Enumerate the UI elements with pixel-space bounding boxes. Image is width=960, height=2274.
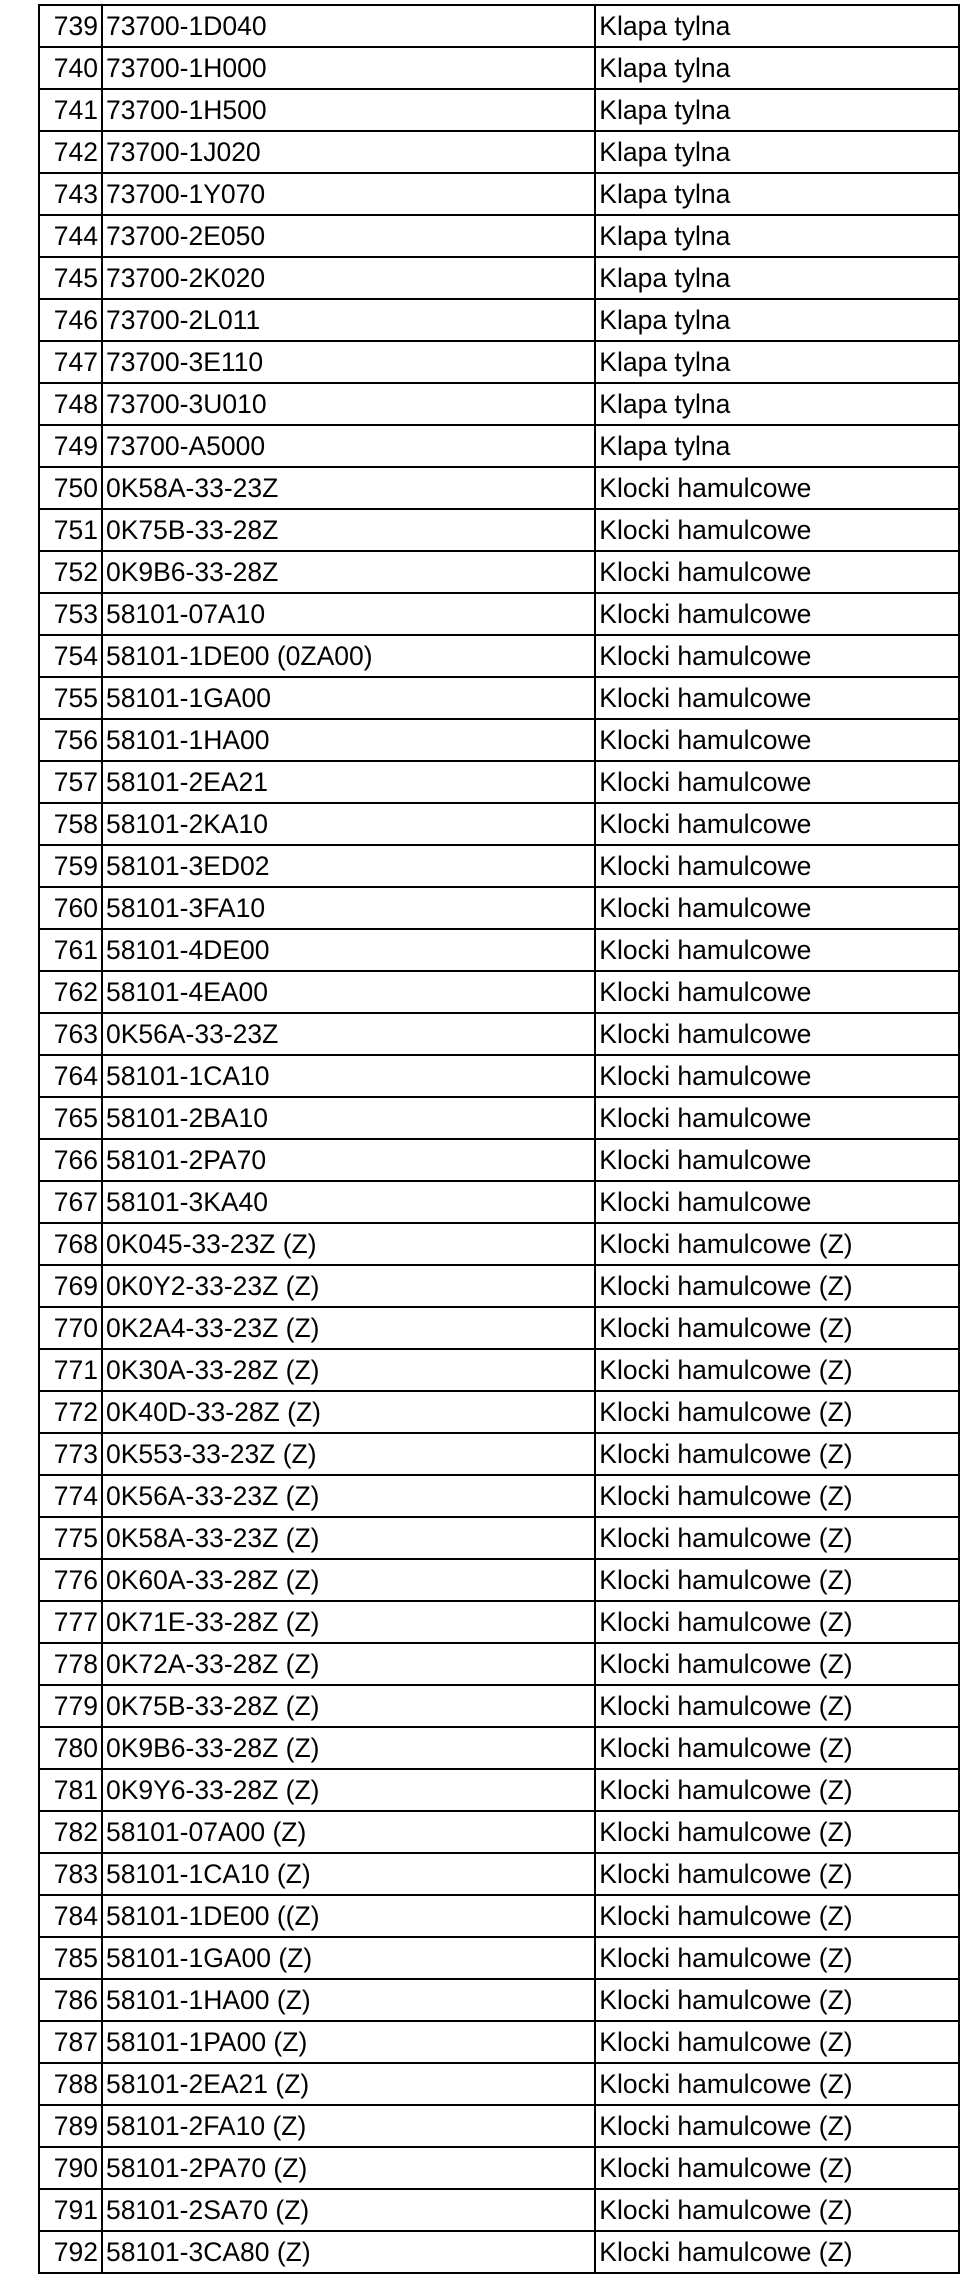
part-name-cell: Klocki hamulcowe <box>595 719 959 761</box>
row-number-cell: 760 <box>39 887 102 929</box>
part-code-cell: 58101-07A10 <box>102 593 595 635</box>
part-name-cell: Klapa tylna <box>595 5 959 47</box>
row-number-cell: 786 <box>39 1979 102 2021</box>
part-code-cell: 58101-3CA80 (Z) <box>102 2231 595 2273</box>
part-name-cell: Klocki hamulcowe <box>595 971 959 1013</box>
table-row <box>39 803 959 845</box>
part-name-cell: Klocki hamulcowe <box>595 551 959 593</box>
table-row <box>39 1853 959 1895</box>
table-row <box>39 425 959 467</box>
table-row <box>39 2021 959 2063</box>
part-name-cell: Klocki hamulcowe <box>595 761 959 803</box>
row-number-cell: 777 <box>39 1601 102 1643</box>
part-code-cell: 0K58A-33-23Z <box>102 467 595 509</box>
part-name-cell: Klocki hamulcowe (Z) <box>595 1811 959 1853</box>
part-code-cell: 73700-1H000 <box>102 47 595 89</box>
part-code-cell: 73700-2E050 <box>102 215 595 257</box>
row-number-cell: 757 <box>39 761 102 803</box>
part-code-cell: 0K045-33-23Z (Z) <box>102 1223 595 1265</box>
part-code-cell: 0K56A-33-23Z (Z) <box>102 1475 595 1517</box>
part-code-cell: 0K75B-33-28Z (Z) <box>102 1685 595 1727</box>
part-code-cell: 58101-07A00 (Z) <box>102 1811 595 1853</box>
part-name-cell: Klocki hamulcowe (Z) <box>595 1727 959 1769</box>
table-row <box>39 1307 959 1349</box>
part-name-cell: Klocki hamulcowe <box>595 1139 959 1181</box>
table-row <box>39 551 959 593</box>
part-name-cell: Klocki hamulcowe (Z) <box>595 1223 959 1265</box>
part-code-cell: 73700-1J020 <box>102 131 595 173</box>
table-row <box>39 89 959 131</box>
part-code-cell: 58101-2KA10 <box>102 803 595 845</box>
table-row <box>39 593 959 635</box>
part-name-cell: Klocki hamulcowe <box>595 1013 959 1055</box>
part-code-cell: 58101-1GA00 <box>102 677 595 719</box>
part-name-cell: Klapa tylna <box>595 173 959 215</box>
table-row <box>39 2105 959 2147</box>
row-number-cell: 776 <box>39 1559 102 1601</box>
table-row <box>39 2231 959 2273</box>
row-number-cell: 787 <box>39 2021 102 2063</box>
part-code-cell: 58101-3ED02 <box>102 845 595 887</box>
part-name-cell: Klocki hamulcowe (Z) <box>595 1391 959 1433</box>
part-code-cell: 58101-2BA10 <box>102 1097 595 1139</box>
part-name-cell: Klapa tylna <box>595 425 959 467</box>
table-row <box>39 1475 959 1517</box>
parts-table-body <box>39 5 959 2273</box>
table-row <box>39 1727 959 1769</box>
table-row <box>39 2063 959 2105</box>
part-code-cell: 58101-4EA00 <box>102 971 595 1013</box>
part-code-cell: 58101-2PA70 (Z) <box>102 2147 595 2189</box>
table-row <box>39 1559 959 1601</box>
table-row <box>39 1979 959 2021</box>
row-number-cell: 743 <box>39 173 102 215</box>
row-number-cell: 744 <box>39 215 102 257</box>
part-code-cell: 73700-1D040 <box>102 5 595 47</box>
row-number-cell: 748 <box>39 383 102 425</box>
part-code-cell: 58101-1HA00 (Z) <box>102 1979 595 2021</box>
table-row <box>39 383 959 425</box>
row-number-cell: 773 <box>39 1433 102 1475</box>
row-number-cell: 742 <box>39 131 102 173</box>
part-code-cell: 73700-3U010 <box>102 383 595 425</box>
row-number-cell: 740 <box>39 47 102 89</box>
table-row <box>39 1895 959 1937</box>
part-code-cell: 73700-2K020 <box>102 257 595 299</box>
row-number-cell: 790 <box>39 2147 102 2189</box>
table-row <box>39 467 959 509</box>
part-name-cell: Klapa tylna <box>595 215 959 257</box>
part-name-cell: Klocki hamulcowe <box>595 929 959 971</box>
table-row <box>39 761 959 803</box>
table-row <box>39 887 959 929</box>
part-name-cell: Klocki hamulcowe <box>595 1097 959 1139</box>
table-row <box>39 1937 959 1979</box>
part-code-cell: 0K71E-33-28Z (Z) <box>102 1601 595 1643</box>
row-number-cell: 746 <box>39 299 102 341</box>
row-number-cell: 739 <box>39 5 102 47</box>
table-row <box>39 1181 959 1223</box>
part-name-cell: Klocki hamulcowe <box>595 677 959 719</box>
row-number-cell: 764 <box>39 1055 102 1097</box>
row-number-cell: 753 <box>39 593 102 635</box>
part-name-cell: Klocki hamulcowe (Z) <box>595 1559 959 1601</box>
row-number-cell: 754 <box>39 635 102 677</box>
part-code-cell: 58101-3KA40 <box>102 1181 595 1223</box>
row-number-cell: 779 <box>39 1685 102 1727</box>
row-number-cell: 788 <box>39 2063 102 2105</box>
table-row <box>39 173 959 215</box>
part-code-cell: 73700-2L011 <box>102 299 595 341</box>
row-number-cell: 782 <box>39 1811 102 1853</box>
table-row <box>39 47 959 89</box>
part-name-cell: Klocki hamulcowe <box>595 467 959 509</box>
table-row <box>39 1601 959 1643</box>
part-code-cell: 0K2A4-33-23Z (Z) <box>102 1307 595 1349</box>
table-row <box>39 257 959 299</box>
part-name-cell: Klocki hamulcowe <box>595 593 959 635</box>
row-number-cell: 751 <box>39 509 102 551</box>
part-name-cell: Klocki hamulcowe (Z) <box>595 1265 959 1307</box>
part-code-cell: 0K75B-33-28Z <box>102 509 595 551</box>
part-name-cell: Klocki hamulcowe (Z) <box>595 2105 959 2147</box>
table-row <box>39 1517 959 1559</box>
row-number-cell: 741 <box>39 89 102 131</box>
row-number-cell: 772 <box>39 1391 102 1433</box>
table-row <box>39 929 959 971</box>
part-code-cell: 58101-2SA70 (Z) <box>102 2189 595 2231</box>
row-number-cell: 756 <box>39 719 102 761</box>
part-name-cell: Klocki hamulcowe (Z) <box>595 1895 959 1937</box>
row-number-cell: 792 <box>39 2231 102 2273</box>
row-number-cell: 745 <box>39 257 102 299</box>
table-row <box>39 845 959 887</box>
row-number-cell: 791 <box>39 2189 102 2231</box>
part-name-cell: Klocki hamulcowe (Z) <box>595 1643 959 1685</box>
row-number-cell: 784 <box>39 1895 102 1937</box>
part-code-cell: 73700-A5000 <box>102 425 595 467</box>
table-row <box>39 1265 959 1307</box>
row-number-cell: 763 <box>39 1013 102 1055</box>
part-name-cell: Klocki hamulcowe <box>595 803 959 845</box>
part-name-cell: Klocki hamulcowe (Z) <box>595 2147 959 2189</box>
part-name-cell: Klocki hamulcowe <box>595 635 959 677</box>
row-number-cell: 755 <box>39 677 102 719</box>
row-number-cell: 766 <box>39 1139 102 1181</box>
part-name-cell: Klocki hamulcowe (Z) <box>595 1517 959 1559</box>
part-name-cell: Klocki hamulcowe (Z) <box>595 2021 959 2063</box>
part-name-cell: Klocki hamulcowe (Z) <box>595 2231 959 2273</box>
part-name-cell: Klapa tylna <box>595 383 959 425</box>
table-row <box>39 1013 959 1055</box>
part-name-cell: Klocki hamulcowe <box>595 1181 959 1223</box>
row-number-cell: 785 <box>39 1937 102 1979</box>
part-code-cell: 0K9Y6-33-28Z (Z) <box>102 1769 595 1811</box>
table-row <box>39 971 959 1013</box>
part-code-cell: 58101-1CA10 <box>102 1055 595 1097</box>
part-name-cell: Klocki hamulcowe (Z) <box>595 1433 959 1475</box>
row-number-cell: 752 <box>39 551 102 593</box>
row-number-cell: 767 <box>39 1181 102 1223</box>
part-name-cell: Klocki hamulcowe <box>595 887 959 929</box>
row-number-cell: 769 <box>39 1265 102 1307</box>
part-code-cell: 0K0Y2-33-23Z (Z) <box>102 1265 595 1307</box>
table-row <box>39 1643 959 1685</box>
row-number-cell: 783 <box>39 1853 102 1895</box>
part-name-cell: Klocki hamulcowe (Z) <box>595 1853 959 1895</box>
part-code-cell: 0K9B6-33-28Z <box>102 551 595 593</box>
part-name-cell: Klocki hamulcowe (Z) <box>595 1937 959 1979</box>
part-name-cell: Klocki hamulcowe (Z) <box>595 1349 959 1391</box>
row-number-cell: 765 <box>39 1097 102 1139</box>
part-name-cell: Klapa tylna <box>595 89 959 131</box>
table-row <box>39 1097 959 1139</box>
part-code-cell: 73700-1Y070 <box>102 173 595 215</box>
table-row <box>39 131 959 173</box>
row-number-cell: 750 <box>39 467 102 509</box>
part-name-cell: Klocki hamulcowe <box>595 509 959 551</box>
table-row <box>39 635 959 677</box>
part-code-cell: 0K72A-33-28Z (Z) <box>102 1643 595 1685</box>
table-row <box>39 2189 959 2231</box>
part-code-cell: 58101-2PA70 <box>102 1139 595 1181</box>
parts-table <box>38 4 960 2274</box>
part-name-cell: Klocki hamulcowe (Z) <box>595 1475 959 1517</box>
row-number-cell: 759 <box>39 845 102 887</box>
part-name-cell: Klocki hamulcowe (Z) <box>595 2189 959 2231</box>
row-number-cell: 747 <box>39 341 102 383</box>
part-code-cell: 0K40D-33-28Z (Z) <box>102 1391 595 1433</box>
part-name-cell: Klocki hamulcowe (Z) <box>595 1769 959 1811</box>
part-code-cell: 58101-4DE00 <box>102 929 595 971</box>
part-name-cell: Klocki hamulcowe (Z) <box>595 1307 959 1349</box>
part-name-cell: Klocki hamulcowe <box>595 1055 959 1097</box>
part-name-cell: Klocki hamulcowe <box>595 845 959 887</box>
row-number-cell: 762 <box>39 971 102 1013</box>
part-name-cell: Klapa tylna <box>595 257 959 299</box>
part-code-cell: 58101-1PA00 (Z) <box>102 2021 595 2063</box>
part-name-cell: Klapa tylna <box>595 299 959 341</box>
part-code-cell: 58101-3FA10 <box>102 887 595 929</box>
part-code-cell: 0K553-33-23Z (Z) <box>102 1433 595 1475</box>
table-row <box>39 1391 959 1433</box>
table-row <box>39 1811 959 1853</box>
part-name-cell: Klocki hamulcowe (Z) <box>595 1685 959 1727</box>
row-number-cell: 761 <box>39 929 102 971</box>
row-number-cell: 768 <box>39 1223 102 1265</box>
row-number-cell: 774 <box>39 1475 102 1517</box>
part-code-cell: 58101-2FA10 (Z) <box>102 2105 595 2147</box>
part-code-cell: 58101-2EA21 (Z) <box>102 2063 595 2105</box>
part-code-cell: 58101-1DE00 (0ZA00) <box>102 635 595 677</box>
row-number-cell: 775 <box>39 1517 102 1559</box>
table-row <box>39 509 959 551</box>
row-number-cell: 778 <box>39 1643 102 1685</box>
part-code-cell: 73700-1H500 <box>102 89 595 131</box>
part-name-cell: Klapa tylna <box>595 131 959 173</box>
part-code-cell: 0K30A-33-28Z (Z) <box>102 1349 595 1391</box>
part-code-cell: 73700-3E110 <box>102 341 595 383</box>
part-name-cell: Klocki hamulcowe (Z) <box>595 1601 959 1643</box>
part-code-cell: 58101-1GA00 (Z) <box>102 1937 595 1979</box>
table-row <box>39 215 959 257</box>
part-code-cell: 0K58A-33-23Z (Z) <box>102 1517 595 1559</box>
row-number-cell: 771 <box>39 1349 102 1391</box>
table-row <box>39 341 959 383</box>
table-row <box>39 1055 959 1097</box>
part-code-cell: 58101-1CA10 (Z) <box>102 1853 595 1895</box>
table-row <box>39 1685 959 1727</box>
part-name-cell: Klapa tylna <box>595 47 959 89</box>
table-row <box>39 1349 959 1391</box>
row-number-cell: 781 <box>39 1769 102 1811</box>
table-row <box>39 677 959 719</box>
row-number-cell: 758 <box>39 803 102 845</box>
row-number-cell: 780 <box>39 1727 102 1769</box>
table-row <box>39 1433 959 1475</box>
part-code-cell: 0K56A-33-23Z <box>102 1013 595 1055</box>
table-row <box>39 2147 959 2189</box>
table-row <box>39 299 959 341</box>
table-row <box>39 1769 959 1811</box>
part-name-cell: Klocki hamulcowe (Z) <box>595 1979 959 2021</box>
row-number-cell: 770 <box>39 1307 102 1349</box>
part-code-cell: 0K9B6-33-28Z (Z) <box>102 1727 595 1769</box>
row-number-cell: 789 <box>39 2105 102 2147</box>
part-code-cell: 58101-1DE00 ((Z) <box>102 1895 595 1937</box>
part-code-cell: 58101-2EA21 <box>102 761 595 803</box>
part-code-cell: 58101-1HA00 <box>102 719 595 761</box>
row-number-cell: 749 <box>39 425 102 467</box>
table-row <box>39 1139 959 1181</box>
part-name-cell: Klapa tylna <box>595 341 959 383</box>
part-code-cell: 0K60A-33-28Z (Z) <box>102 1559 595 1601</box>
table-row <box>39 719 959 761</box>
table-row <box>39 1223 959 1265</box>
table-row <box>39 5 959 47</box>
part-name-cell: Klocki hamulcowe (Z) <box>595 2063 959 2105</box>
